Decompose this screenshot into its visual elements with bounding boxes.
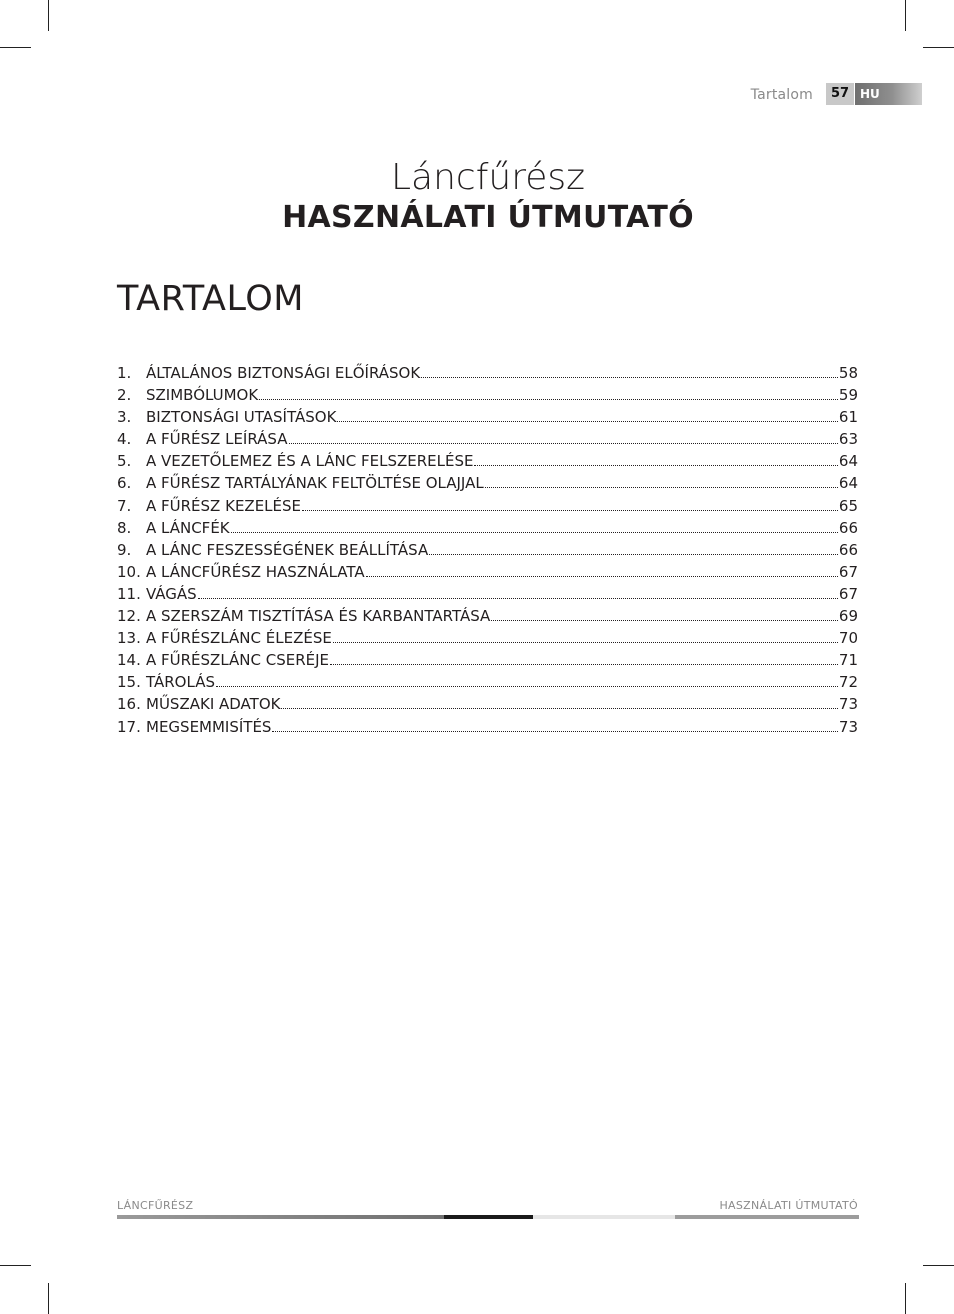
toc-entry-page: 67 (838, 562, 858, 581)
toc-entry-label: ÁLTALÁNOS BIZTONSÁGI ELŐÍRÁSOK (146, 364, 421, 382)
toc-entry[interactable] (117, 406, 858, 428)
toc-entry[interactable] (117, 561, 858, 583)
toc-entry-leader-dots (302, 506, 838, 511)
toc-entry-label: A FŰRÉSZ KEZELÉSE (146, 496, 302, 515)
footer-bar-segment (533, 1215, 675, 1219)
toc-entry-leader-dots (330, 660, 838, 665)
toc-entry[interactable] (117, 384, 858, 406)
toc-entry-leader-dots (429, 550, 838, 555)
crop-mark-bottom-right-horizontal (923, 1265, 954, 1266)
toc-entry-number: 17. (117, 717, 141, 736)
toc-entry-number: 16. (117, 695, 141, 714)
header-section-title: Tartalom (750, 87, 813, 103)
toc-entry-leader-dots (474, 461, 837, 466)
toc-entry[interactable] (117, 517, 858, 539)
toc-entry-page: 61 (838, 408, 858, 427)
toc-entry-label: A FŰRÉSZ LEÍRÁSA (146, 430, 288, 449)
toc-entry-number: 5. (117, 452, 132, 471)
toc-entry-label: SZIMBÓLUMOK (146, 386, 259, 405)
toc-entry-page: 66 (838, 540, 858, 559)
toc-entry-number: 14. (117, 651, 141, 670)
toc-entry-number: 1. (117, 364, 132, 382)
crop-mark-top-left-vertical (48, 0, 49, 31)
toc-entry-number: 10. (117, 562, 141, 581)
toc-entry[interactable] (117, 539, 858, 561)
toc-entry-label: A LÁNC FESZESSÉGÉNEK BEÁLLÍTÁSA (146, 540, 429, 559)
toc-entry-number: 4. (117, 430, 132, 449)
toc-entry-number: 9. (117, 540, 132, 559)
toc-entry[interactable] (117, 649, 858, 671)
toc-entry-number: 8. (117, 518, 132, 537)
toc-entry-leader-dots (337, 417, 838, 422)
toc-entry-label: A FŰRÉSZ TARTÁLYÁNAK FELTÖLTÉSE OLAJJAL (146, 474, 484, 493)
toc-entry-label: MŰSZAKI ADATOK (146, 695, 281, 714)
toc-entry-leader-dots (231, 528, 838, 533)
toc-entry-number: 3. (117, 408, 132, 427)
toc-entry-leader-dots (198, 594, 838, 599)
toc-entry-number: 11. (117, 584, 141, 603)
toc-entry[interactable] (117, 495, 858, 517)
toc-entry-page: 65 (838, 496, 858, 515)
footer-bar-segment (444, 1215, 533, 1219)
toc-entry-page: 70 (838, 629, 858, 648)
footer-document-type: HASZNÁLATI ÚTMUTATÓ (719, 1199, 858, 1212)
footer-product-name: LÁNCFŰRÉSZ (117, 1199, 194, 1212)
toc-entry-label: TÁROLÁS (146, 673, 215, 692)
toc-entry-leader-dots (491, 616, 838, 621)
toc-entry-leader-dots (216, 682, 838, 687)
toc-entry[interactable] (117, 627, 858, 649)
header-language-badge: HU (855, 83, 922, 105)
toc-entry[interactable] (117, 693, 858, 715)
toc-entry[interactable] (117, 716, 858, 738)
toc-entry-page: 58 (838, 364, 858, 382)
table-of-contents (117, 362, 858, 738)
crop-mark-top-right-vertical (905, 0, 906, 31)
toc-entry-leader-dots (421, 373, 838, 378)
toc-entry-label: BIZTONSÁGI UTASÍTÁSOK (146, 408, 337, 427)
toc-entry-number: 15. (117, 673, 141, 692)
toc-entry[interactable] (117, 450, 858, 472)
footer-bar-segment (675, 1215, 859, 1219)
toc-entry-label: VÁGÁS (146, 584, 197, 603)
crop-mark-bottom-left-horizontal (0, 1265, 31, 1266)
toc-entry-label: A SZERSZÁM TISZTÍTÁSA ÉS KARBANTARTÁSA (146, 607, 491, 626)
toc-entry-label: A FŰRÉSZLÁNC CSERÉJE (146, 651, 330, 670)
toc-entry-page: 73 (838, 695, 858, 714)
toc-entry-page: 72 (838, 673, 858, 692)
document-subtitle: HASZNÁLATI ÚTMUTATÓ (282, 200, 694, 235)
crop-mark-bottom-right-vertical (905, 1283, 906, 1314)
document-title: Láncfűrész (390, 157, 586, 198)
toc-entry-leader-dots (366, 572, 838, 577)
toc-entry-page: 71 (838, 651, 858, 670)
toc-entry-label: A VEZETŐLEMEZ ÉS A LÁNC FELSZERELÉSE (146, 452, 474, 471)
toc-entry-number: 7. (117, 496, 132, 515)
toc-entry-page: 67 (838, 584, 858, 603)
toc-entry-page: 59 (838, 386, 858, 405)
footer-bar-segment (117, 1215, 444, 1219)
toc-heading: TARTALOM (117, 279, 304, 319)
toc-entry-page: 63 (838, 430, 858, 449)
toc-entry-number: 13. (117, 629, 141, 648)
toc-entry-leader-dots (333, 638, 838, 643)
toc-entry[interactable] (117, 671, 858, 693)
toc-entry-leader-dots (259, 395, 838, 400)
toc-entry-leader-dots (485, 483, 838, 488)
crop-mark-top-left-horizontal (0, 47, 31, 48)
crop-mark-top-right-horizontal (923, 47, 954, 48)
toc-entry[interactable] (117, 428, 858, 450)
toc-entry-label: A FŰRÉSZLÁNC ÉLEZÉSE (146, 629, 332, 648)
toc-entry-label: A LÁNCFÉK (146, 518, 230, 537)
toc-entry-number: 2. (117, 386, 132, 405)
toc-entry-page: 66 (838, 518, 858, 537)
toc-entry[interactable] (117, 605, 858, 627)
toc-entry-leader-dots (272, 727, 837, 732)
toc-entry-leader-dots (289, 439, 838, 444)
footer-color-bar (117, 1215, 859, 1219)
toc-entry[interactable] (117, 472, 858, 494)
toc-entry-number: 12. (117, 607, 141, 626)
toc-entry[interactable] (117, 583, 858, 605)
toc-entry-page: 69 (838, 607, 858, 626)
toc-entry-number: 6. (117, 474, 132, 493)
toc-entry-label: MEGSEMMISÍTÉS (146, 717, 272, 736)
toc-entry-page: 73 (838, 717, 858, 736)
toc-entry[interactable] (117, 362, 858, 384)
toc-entry-leader-dots (281, 704, 837, 709)
toc-entry-page: 64 (838, 452, 858, 471)
toc-entry-page: 64 (838, 474, 858, 493)
crop-mark-bottom-left-vertical (48, 1283, 49, 1314)
toc-entry-label: A LÁNCFŰRÉSZ HASZNÁLATA (146, 562, 365, 581)
header-page-number: 57 (826, 83, 854, 105)
